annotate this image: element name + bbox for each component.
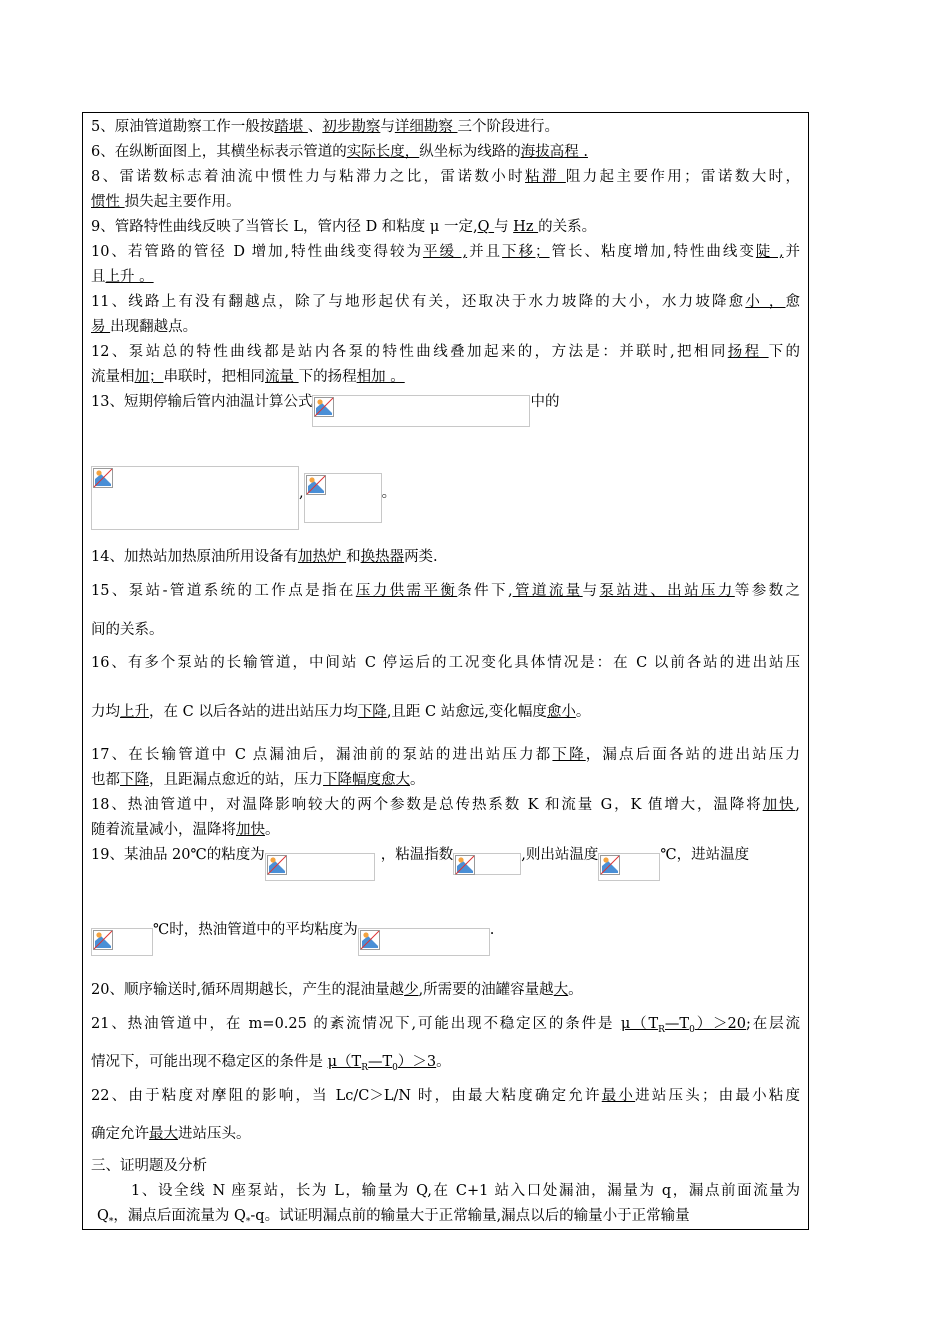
item-8-line2: 惯性 损失起主要作用。 <box>91 194 241 210</box>
item-13-line1: 13、短期停输后管内油温计算公式 中的 <box>91 390 800 430</box>
item-19-line2: ℃时，热油管道中的平均粘度为 . <box>91 918 800 952</box>
item-5: 5、原油管道勘察工作一般按踏堪 、初步勘察与详细勘察 三个阶段进行。 <box>91 119 559 135</box>
item-6: 6、在纵断面图上，其横坐标表示管道的实际长度，纵坐标为线路的海拔高程 . <box>91 144 588 160</box>
formula-image-placeholder <box>453 853 521 875</box>
item-8-line1: 8、雷诺数标志着油流中惯性力与粘滞力之比，雷诺数小时粘滞 阻力起主要作用；雷诺数大时， <box>91 169 801 185</box>
formula-image-placeholder <box>358 928 490 956</box>
item-10-line1: 10、若管路的管径 D 增加,特性曲线变得较为平缓 ,并且下移；管长、粘度增加,特性曲线变陡 ,并 <box>91 244 801 260</box>
formula-image-placeholder <box>304 473 382 523</box>
formula-image-placeholder <box>312 395 530 427</box>
item-14: 14、加热站加热原油所用设备有加热炉 和换热器两类. <box>91 549 438 565</box>
item-21-line2: 情况下，可能出现不稳定区的条件是 $\mu(T_R—T_0)>3$。 <box>91 1054 451 1073</box>
formula-image-placeholder <box>91 466 299 530</box>
item-10-line2: 且上升 。 <box>91 269 154 285</box>
item-21-line1: 21、热油管道中，在 m=0.25 的紊流情况下,可能出现不稳定区的条件是 $\mu(T_R—T_0)>20$;在层流 <box>91 1016 800 1035</box>
item-15-line2: 间的关系。 <box>91 622 164 638</box>
item-16-line2: 力均上升，在 C 以后各站的进出站压力均下降,且距 C 站愈远,变化幅度愈小。 <box>91 704 591 720</box>
item-9: 9、管路特性曲线反映了当管长 L，管内径 D 和粘度 μ 一定,Q 与 Hz 的关系。 <box>91 219 597 235</box>
item-22-line2: 确定允许最大进站压头。 <box>91 1126 251 1142</box>
formula-image-placeholder <box>598 853 660 881</box>
item-13-line2: , 。 <box>91 466 800 530</box>
item-12-line2: 流量相加；串联时，把相同流量 下的扬程相加 。 <box>91 369 405 385</box>
proof-1-line1: 1、设全线 N 座泵站，长为 L，输量为 Q,在 C+1 站入口处漏油，漏量为 q，漏点前面流量为 <box>131 1183 800 1199</box>
item-17-line2: 也都下降，且距漏点愈近的站，压力下降幅度愈大。 <box>91 772 425 788</box>
formula-image-placeholder <box>91 928 153 956</box>
item-11-line2: 易 出现翻越点。 <box>91 319 198 335</box>
section-3-heading: 三、证明题及分析 <box>91 1158 207 1174</box>
item-18-line1: 18、热油管道中，对温降影响较大的两个参数是总传热系数 K 和流量 G，K 值增大，温降将加快, <box>91 797 801 813</box>
item-17-line1: 17、在长输管道中 C 点漏油后，漏油前的泵站的进出站压力都下降，漏点后面各站的进出站压力 <box>91 747 800 763</box>
document-table-cell <box>82 112 809 1230</box>
item-11-line1: 11、线路上有没有翻越点，除了与地形起伏有关，还取决于水力坡降的大小，水力坡降愈小 ，愈 <box>91 294 800 310</box>
formula-image-placeholder <box>265 853 375 881</box>
item-18-line2: 随着流量减小，温降将加快。 <box>91 822 280 838</box>
item-15-line1: 15、泵站-管道系统的工作点是指在压力供需平衡条件下,管道流量与泵站进、出站压力等参数之 <box>91 583 801 599</box>
item-19-line1: 19、某油品 20℃的粘度为 ，粘温指数 ,则出站温度 ℃，进站温度 <box>91 843 800 879</box>
item-20: 20、顺序输送时,循环周期越长，产生的混油量越少,所需要的油罐容量越大。 <box>91 982 583 998</box>
item-12-line1: 12、泵站总的特性曲线都是站内各泵的特性曲线叠加起来的，方法是：并联时,把相同扬程 下的 <box>91 344 801 360</box>
item-16-line1: 16、有多个泵站的长输管道，中间站 C 停运后的工况变化具体情况是：在 C 以前各站的进出站压 <box>91 655 800 671</box>
item-22-line1: 22、由于粘度对摩阻的影响，当 Lc/C＞L/N 时，由最大粘度确定允许最小进站压头；由最小粘度 <box>91 1088 801 1104</box>
proof-1-line2: $Q_*$，漏点后面流量为 $Q_*-q$。试证明漏点前的输量大于正常输量,漏点以后的输量小于正常输量 <box>97 1208 690 1227</box>
